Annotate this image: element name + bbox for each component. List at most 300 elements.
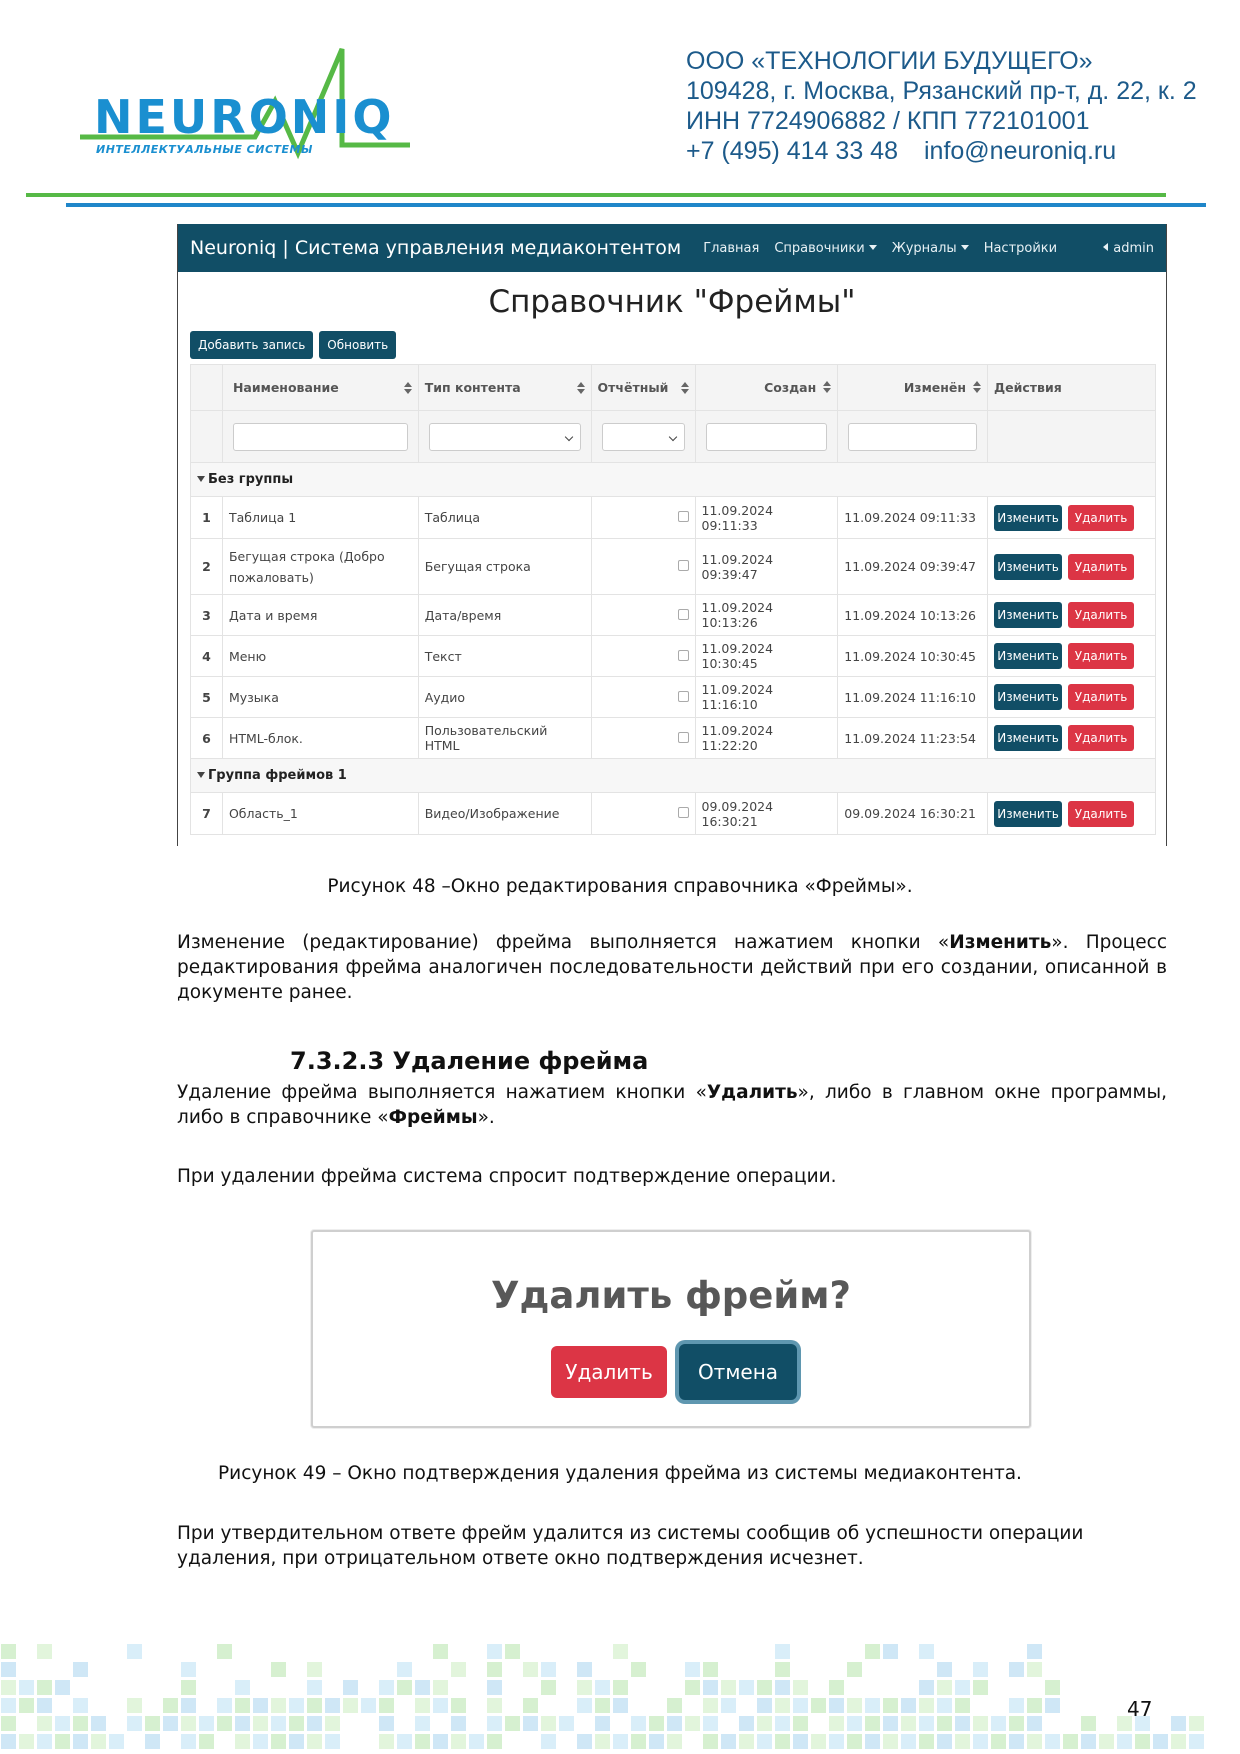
table-row[interactable] [191, 595, 1156, 636]
footer-pattern-square [379, 1698, 394, 1713]
company-address: 109428, г. Москва, Рязанский пр-т, д. 22, к. 2 [686, 77, 1197, 105]
footer-pattern-square [577, 1662, 592, 1677]
footer-pattern-square [397, 1734, 412, 1749]
row-name: Область_1 [222, 793, 418, 835]
delete-button[interactable]: Удалить [1068, 505, 1134, 531]
footer-pattern-square [271, 1698, 286, 1713]
footer-pattern-square [775, 1734, 790, 1749]
footer-pattern-square [181, 1662, 196, 1677]
refresh-button[interactable]: Обновить [319, 331, 396, 359]
footer-pattern-square [919, 1698, 934, 1713]
footer-pattern-square [631, 1716, 646, 1731]
filter-created-input[interactable] [706, 423, 828, 451]
footer-pattern-square [505, 1644, 520, 1659]
footer-pattern-square [1153, 1734, 1168, 1749]
footer-pattern-square [793, 1680, 808, 1695]
delete-button[interactable]: Удалить [1068, 725, 1134, 751]
footer-pattern-square [1189, 1716, 1204, 1731]
edit-button[interactable]: Изменить [994, 684, 1062, 710]
footer-pattern-square [577, 1698, 592, 1713]
footer-pattern-square [109, 1734, 124, 1749]
footer-pattern-square [343, 1698, 358, 1713]
row-modified: 11.09.2024 11:23:54 [838, 718, 988, 759]
nav-journals[interactable] [892, 241, 969, 256]
footer-pattern-square [685, 1662, 700, 1677]
paragraph-delete-frame-text-3: ». [477, 1107, 495, 1128]
footer-pattern-square [415, 1716, 430, 1731]
footer-pattern-square [847, 1662, 862, 1677]
footer-pattern-square [721, 1698, 736, 1713]
footer-pattern-square [613, 1644, 628, 1659]
footer-pattern-square [1, 1698, 16, 1713]
footer-pattern-square [865, 1716, 880, 1731]
filter-name-input[interactable] [233, 423, 408, 451]
footer-pattern-square [1009, 1698, 1024, 1713]
company-logo [80, 45, 410, 165]
sort-icon [404, 382, 412, 394]
delete-button[interactable]: Удалить [1068, 554, 1134, 580]
footer-pattern-square [1009, 1734, 1024, 1749]
row-name: Бегущая строка (Добро пожаловать) [222, 539, 418, 595]
footer-pattern-square [541, 1734, 556, 1749]
report-checkbox[interactable] [678, 511, 689, 522]
row-created: 11.09.2024 10:13:26 [695, 595, 838, 636]
dialog-delete-button[interactable]: Удалить [551, 1346, 667, 1398]
nav-brand[interactable]: Neuroniq | Система управления медиаконтентом [190, 237, 682, 259]
footer-pattern-square [829, 1698, 844, 1713]
nav-directories[interactable] [774, 241, 876, 256]
col-header-content-type[interactable] [418, 365, 591, 411]
footer-pattern-square [19, 1680, 34, 1695]
row-created: 11.09.2024 11:16:10 [695, 677, 838, 718]
footer-pattern-square [127, 1698, 142, 1713]
row-created: 11.09.2024 09:11:33 [695, 497, 838, 539]
footer-pattern-square [1, 1716, 16, 1731]
footer-pattern-square [433, 1734, 448, 1749]
nav-home[interactable]: Главная [703, 240, 760, 256]
footer-pattern-square [451, 1716, 466, 1731]
filter-cell-modified [838, 411, 988, 463]
footer-pattern-square [847, 1716, 862, 1731]
row-modified: 11.09.2024 10:13:26 [838, 595, 988, 636]
col-header-modified-label: Изменён [903, 380, 967, 395]
footer-pattern-square [343, 1680, 358, 1695]
table-header-row [191, 365, 1156, 411]
nav-journals-label: Журналы [891, 240, 957, 256]
footer-pattern-square [469, 1734, 484, 1749]
footer-pattern-square [901, 1716, 916, 1731]
footer-pattern-square [541, 1680, 556, 1695]
footer-pattern-square [415, 1680, 430, 1695]
col-header-content-type-label: Тип контента [424, 380, 521, 395]
delete-button[interactable]: Удалить [1068, 801, 1134, 827]
delete-button[interactable]: Удалить [1068, 602, 1134, 628]
col-header-actions-label: Действия [994, 380, 1062, 395]
footer-pattern-square [703, 1698, 718, 1713]
footer-pattern-square [181, 1698, 196, 1713]
dialog-cancel-button[interactable]: Отмена [679, 1344, 797, 1400]
paragraph-edit-frame-text-1: Изменение (редактирование) фрейма выполняется нажатием кнопки « [177, 932, 950, 953]
footer-pattern-square [667, 1716, 682, 1731]
col-header-created-label: Создан [764, 380, 817, 395]
col-header-created[interactable] [695, 365, 838, 411]
report-checkbox[interactable] [678, 691, 689, 702]
footer-pattern-square [955, 1680, 970, 1695]
footer-pattern-square [811, 1698, 826, 1713]
footer-pattern-square [811, 1734, 826, 1749]
footer-pattern-square [739, 1716, 754, 1731]
footer-pattern-square [523, 1698, 538, 1713]
footer-pattern-square [541, 1716, 556, 1731]
row-report-cell [591, 595, 695, 636]
report-checkbox[interactable] [678, 650, 689, 661]
footer-pattern-square [397, 1662, 412, 1677]
footer-pattern-square [127, 1716, 142, 1731]
section-heading: 7.3.2.3 Удаление фрейма [290, 1047, 649, 1075]
logo-wordmark: NEURONIQ [94, 90, 395, 144]
sort-icon [823, 381, 831, 393]
footer-pattern-square [91, 1734, 106, 1749]
footer-pattern-square [541, 1662, 556, 1677]
table-row[interactable] [191, 497, 1156, 539]
col-header-actions [988, 365, 1156, 411]
footer-pattern-square [37, 1734, 52, 1749]
footer-pattern-square [307, 1662, 322, 1677]
page-title: Справочник "Фреймы" [488, 284, 856, 320]
footer-pattern-square [1027, 1716, 1042, 1731]
group-row[interactable] [191, 759, 1156, 793]
delete-confirm-dialog [311, 1230, 1031, 1428]
footer-pattern-square [865, 1734, 880, 1749]
paragraph-edit-frame-bold: Изменить [949, 932, 1052, 953]
nav-settings[interactable]: Настройки [983, 240, 1058, 256]
footer-pattern-square [1, 1644, 16, 1659]
footer-pattern-square [703, 1716, 718, 1731]
footer-pattern-square [595, 1734, 610, 1749]
footer-pattern-square [577, 1734, 592, 1749]
footer-pattern-square [451, 1662, 466, 1677]
footer-pattern-square [307, 1680, 322, 1695]
row-name: Меню [222, 636, 418, 677]
footer-pattern-square [433, 1680, 448, 1695]
footer-pattern-square [55, 1734, 70, 1749]
footer-pattern-square [1045, 1680, 1060, 1695]
row-content-type: Таблица [418, 497, 591, 539]
col-header-name[interactable] [222, 365, 418, 411]
footer-pattern-square [757, 1734, 772, 1749]
table-row[interactable] [191, 718, 1156, 759]
row-actions [988, 793, 1156, 835]
nav-user-menu[interactable] [1103, 241, 1154, 256]
row-index: 5 [191, 677, 223, 718]
page-number: 47 [1127, 1697, 1153, 1721]
report-checkbox[interactable] [678, 732, 689, 743]
footer-pattern-square [487, 1698, 502, 1713]
footer-pattern-square [973, 1734, 988, 1749]
footer-pattern-square [1045, 1734, 1060, 1749]
col-header-report[interactable] [591, 365, 695, 411]
filter-content-type-select[interactable] [429, 423, 581, 451]
footer-pattern-square [757, 1716, 772, 1731]
paragraph-delete-frame [177, 1080, 1167, 1130]
nav-directories-label: Справочники [774, 240, 865, 256]
footer-pattern-square [667, 1698, 682, 1713]
footer-pattern-square [1, 1662, 16, 1677]
footer-pattern-square [919, 1734, 934, 1749]
footer-pattern-square [757, 1680, 772, 1695]
row-actions [988, 718, 1156, 759]
footer-pattern-square [847, 1698, 862, 1713]
footer-pattern-square [595, 1716, 610, 1731]
footer-pattern-square [937, 1716, 952, 1731]
dialog-buttons [551, 1346, 797, 1400]
row-content-type: Аудио [418, 677, 591, 718]
footer-pattern-square [937, 1698, 952, 1713]
footer-pattern-square [829, 1716, 844, 1731]
group-cell [191, 759, 1156, 793]
footer-pattern-square [1027, 1662, 1042, 1677]
footer-pattern-square [955, 1698, 970, 1713]
table-filter-row [191, 411, 1156, 463]
sort-icon [681, 382, 689, 394]
footer-pattern-square [721, 1734, 736, 1749]
footer-pattern-square [649, 1734, 664, 1749]
col-header-modified[interactable] [838, 365, 988, 411]
footer-pattern-square [559, 1716, 574, 1731]
row-name: Дата и время [222, 595, 418, 636]
edit-button[interactable]: Изменить [994, 505, 1062, 531]
row-name: HTML-блок. [222, 718, 418, 759]
footer-pattern-square [613, 1698, 628, 1713]
footer-pattern-square [127, 1644, 142, 1659]
row-content-type: Бегущая строка [418, 539, 591, 595]
nav-user-name: admin [1113, 240, 1154, 256]
footer-pattern-square [1135, 1734, 1150, 1749]
footer-pattern-square [37, 1644, 52, 1659]
footer-pattern-square [685, 1716, 700, 1731]
col-header-report-label: Отчётный [597, 380, 669, 395]
footer-pattern-square [721, 1680, 736, 1695]
group-row[interactable] [191, 463, 1156, 497]
footer-pattern-square [271, 1734, 286, 1749]
edit-button[interactable]: Изменить [994, 801, 1062, 827]
delete-button[interactable]: Удалить [1068, 684, 1134, 710]
footer-pattern-square [451, 1698, 466, 1713]
row-index: 3 [191, 595, 223, 636]
frames-table [190, 364, 1156, 835]
row-report-cell [591, 539, 695, 595]
footer-pattern-square [253, 1716, 268, 1731]
footer-pattern-square [865, 1698, 880, 1713]
footer-pattern-square [487, 1716, 502, 1731]
row-modified: 11.09.2024 09:39:47 [838, 539, 988, 595]
group-title: Без группы [208, 472, 294, 487]
add-record-button[interactable]: Добавить запись [190, 331, 313, 359]
expand-triangle-icon [197, 772, 205, 778]
edit-button[interactable]: Изменить [994, 643, 1062, 669]
footer-pattern-square [325, 1698, 340, 1713]
figure-49-caption: Рисунок 49 – Окно подтверждения удаления фрейма из системы медиаконтента. [218, 1463, 1022, 1484]
filter-cell-created [695, 411, 838, 463]
footer-pattern-square [919, 1716, 934, 1731]
row-created: 11.09.2024 11:22:20 [695, 718, 838, 759]
footer-pattern-square [685, 1680, 700, 1695]
footer-pattern-square [649, 1716, 664, 1731]
footer-pattern-square [271, 1662, 286, 1677]
row-modified: 11.09.2024 10:30:45 [838, 636, 988, 677]
footer-pattern-square [1081, 1716, 1096, 1731]
footer-pattern-square [235, 1716, 250, 1731]
footer-pattern-square [775, 1698, 790, 1713]
row-report-cell [591, 677, 695, 718]
footer-pattern-square [595, 1698, 610, 1713]
footer-pattern-square [739, 1680, 754, 1695]
footer-pattern-square [973, 1662, 988, 1677]
footer-pattern-square [1171, 1716, 1186, 1731]
footer-pattern-square [19, 1698, 34, 1713]
row-index: 6 [191, 718, 223, 759]
footer-pattern-square [505, 1716, 520, 1731]
footer-pattern-square [1009, 1662, 1024, 1677]
nav-links [703, 241, 1072, 256]
footer-pattern-square [235, 1680, 250, 1695]
footer-pattern-square [757, 1698, 772, 1713]
edit-button[interactable]: Изменить [994, 602, 1062, 628]
footer-pattern-square [1045, 1698, 1060, 1713]
row-created: 09.09.2024 16:30:21 [695, 793, 838, 835]
table-row[interactable] [191, 636, 1156, 677]
footer-pattern-square [1171, 1734, 1186, 1749]
row-actions [988, 497, 1156, 539]
footer-pattern-square [577, 1680, 592, 1695]
row-created: 11.09.2024 09:39:47 [695, 539, 838, 595]
row-index: 7 [191, 793, 223, 835]
paragraph-result-note: При утвердительном ответе фрейм удалится из системы сообщив об успешности операции удаления, при отрицательном ответе окно подтверждения исчезнет. [177, 1523, 1084, 1569]
footer-pattern-square [829, 1680, 844, 1695]
footer-pattern-square [37, 1680, 52, 1695]
footer-pattern-square [1117, 1734, 1132, 1749]
footer-pattern-square [937, 1662, 952, 1677]
expand-triangle-icon [197, 476, 205, 482]
paragraph-delete-frame-text-1: Удаление фрейма выполняется нажатием кнопки « [177, 1082, 707, 1103]
report-checkbox[interactable] [678, 560, 689, 571]
footer-pattern-square [217, 1716, 232, 1731]
filter-cell-type [418, 411, 591, 463]
footer-pattern-square [379, 1716, 394, 1731]
footer-pattern-square [901, 1734, 916, 1749]
footer-pattern-square [973, 1716, 988, 1731]
footer-pattern-square [955, 1716, 970, 1731]
row-actions [988, 539, 1156, 595]
filter-modified-input[interactable] [848, 423, 977, 451]
toolbar [178, 331, 1166, 359]
footer-pattern-square [1063, 1734, 1078, 1749]
paragraph-delete-frame-bold-2: Фреймы [388, 1107, 478, 1128]
sort-icon [973, 381, 981, 393]
footer-pattern-square [181, 1716, 196, 1731]
group-title: Группа фреймов 1 [208, 768, 347, 783]
table-row[interactable] [191, 677, 1156, 718]
paragraph-delete-frame-bold-1: Удалить [706, 1082, 798, 1103]
group-cell [191, 463, 1156, 497]
caret-left-icon [1103, 243, 1108, 251]
footer-pattern-square [847, 1734, 862, 1749]
footer-pattern-square [901, 1698, 916, 1713]
footer-pattern-square [55, 1716, 70, 1731]
footer-pattern-square [1, 1734, 16, 1749]
sort-icon [577, 382, 585, 394]
footer-pattern-square [775, 1662, 790, 1677]
footer-pattern-square [307, 1734, 322, 1749]
footer-pattern-square [883, 1698, 898, 1713]
footer-pattern-square [955, 1734, 970, 1749]
footer-pattern-square [937, 1680, 952, 1695]
row-report-cell [591, 793, 695, 835]
footer-pattern-square [829, 1734, 844, 1749]
footer-pattern-square [433, 1698, 448, 1713]
row-report-cell [591, 636, 695, 677]
row-index: 2 [191, 539, 223, 595]
footer-pattern-square [487, 1680, 502, 1695]
paragraph-delete-frame-text-2: », либо в главном окне программы, либо в справочнике « [177, 1082, 1167, 1128]
footer-pattern-square [433, 1644, 448, 1659]
row-modified: 11.09.2024 11:16:10 [838, 677, 988, 718]
footer-pattern-square [415, 1734, 430, 1749]
report-checkbox[interactable] [678, 807, 689, 818]
paragraph-edit-frame [177, 930, 1167, 1005]
footer-pattern-square [451, 1734, 466, 1749]
header-rule-blue [66, 203, 1206, 207]
footer-pattern-square [703, 1734, 718, 1749]
row-actions [988, 636, 1156, 677]
filter-report-select[interactable] [602, 423, 685, 451]
delete-button[interactable]: Удалить [1068, 643, 1134, 669]
footer-pattern-square [937, 1734, 952, 1749]
footer-pattern-square [739, 1734, 754, 1749]
footer-pattern-square [73, 1662, 88, 1677]
footer-pattern-square [1081, 1734, 1096, 1749]
footer-pattern-square [271, 1716, 286, 1731]
row-content-type: Пользовательский HTML [418, 718, 591, 759]
table-row[interactable] [191, 539, 1156, 595]
table-row[interactable] [191, 793, 1156, 835]
footer-pattern-square [199, 1734, 214, 1749]
row-actions [988, 595, 1156, 636]
footer-pattern-square [37, 1716, 52, 1731]
figure-48-caption: Рисунок 48 –Окно редактирования справочника «Фреймы». [327, 876, 913, 897]
row-created: 11.09.2024 10:30:45 [695, 636, 838, 677]
edit-button[interactable]: Изменить [994, 725, 1062, 751]
footer-pattern-square [1189, 1734, 1204, 1749]
report-checkbox[interactable] [678, 609, 689, 620]
footer-pattern-square [307, 1716, 322, 1731]
row-index: 4 [191, 636, 223, 677]
filter-cell-actions [988, 411, 1156, 463]
footer-pattern-square [775, 1680, 790, 1695]
footer-pattern-square [919, 1680, 934, 1695]
row-index: 1 [191, 497, 223, 539]
footer-pattern-square [379, 1680, 394, 1695]
footer-pattern-square [523, 1716, 538, 1731]
paragraph-confirm-note: При удалении фрейма система спросит подтверждение операции. [177, 1166, 837, 1187]
edit-button[interactable]: Изменить [994, 554, 1062, 580]
footer-pattern-square [73, 1698, 88, 1713]
company-inn-kpp: ИНН 7724906882 / КПП 772101001 [686, 107, 1090, 135]
footer-pattern-square [883, 1734, 898, 1749]
footer-pattern-square [631, 1734, 646, 1749]
footer-pattern-square [181, 1680, 196, 1695]
paragraph-edit-frame-text-2: ». Процесс редактирования фрейма аналогичен последовательности действий при его создании, описанной в документе ранее. [177, 932, 1168, 1003]
